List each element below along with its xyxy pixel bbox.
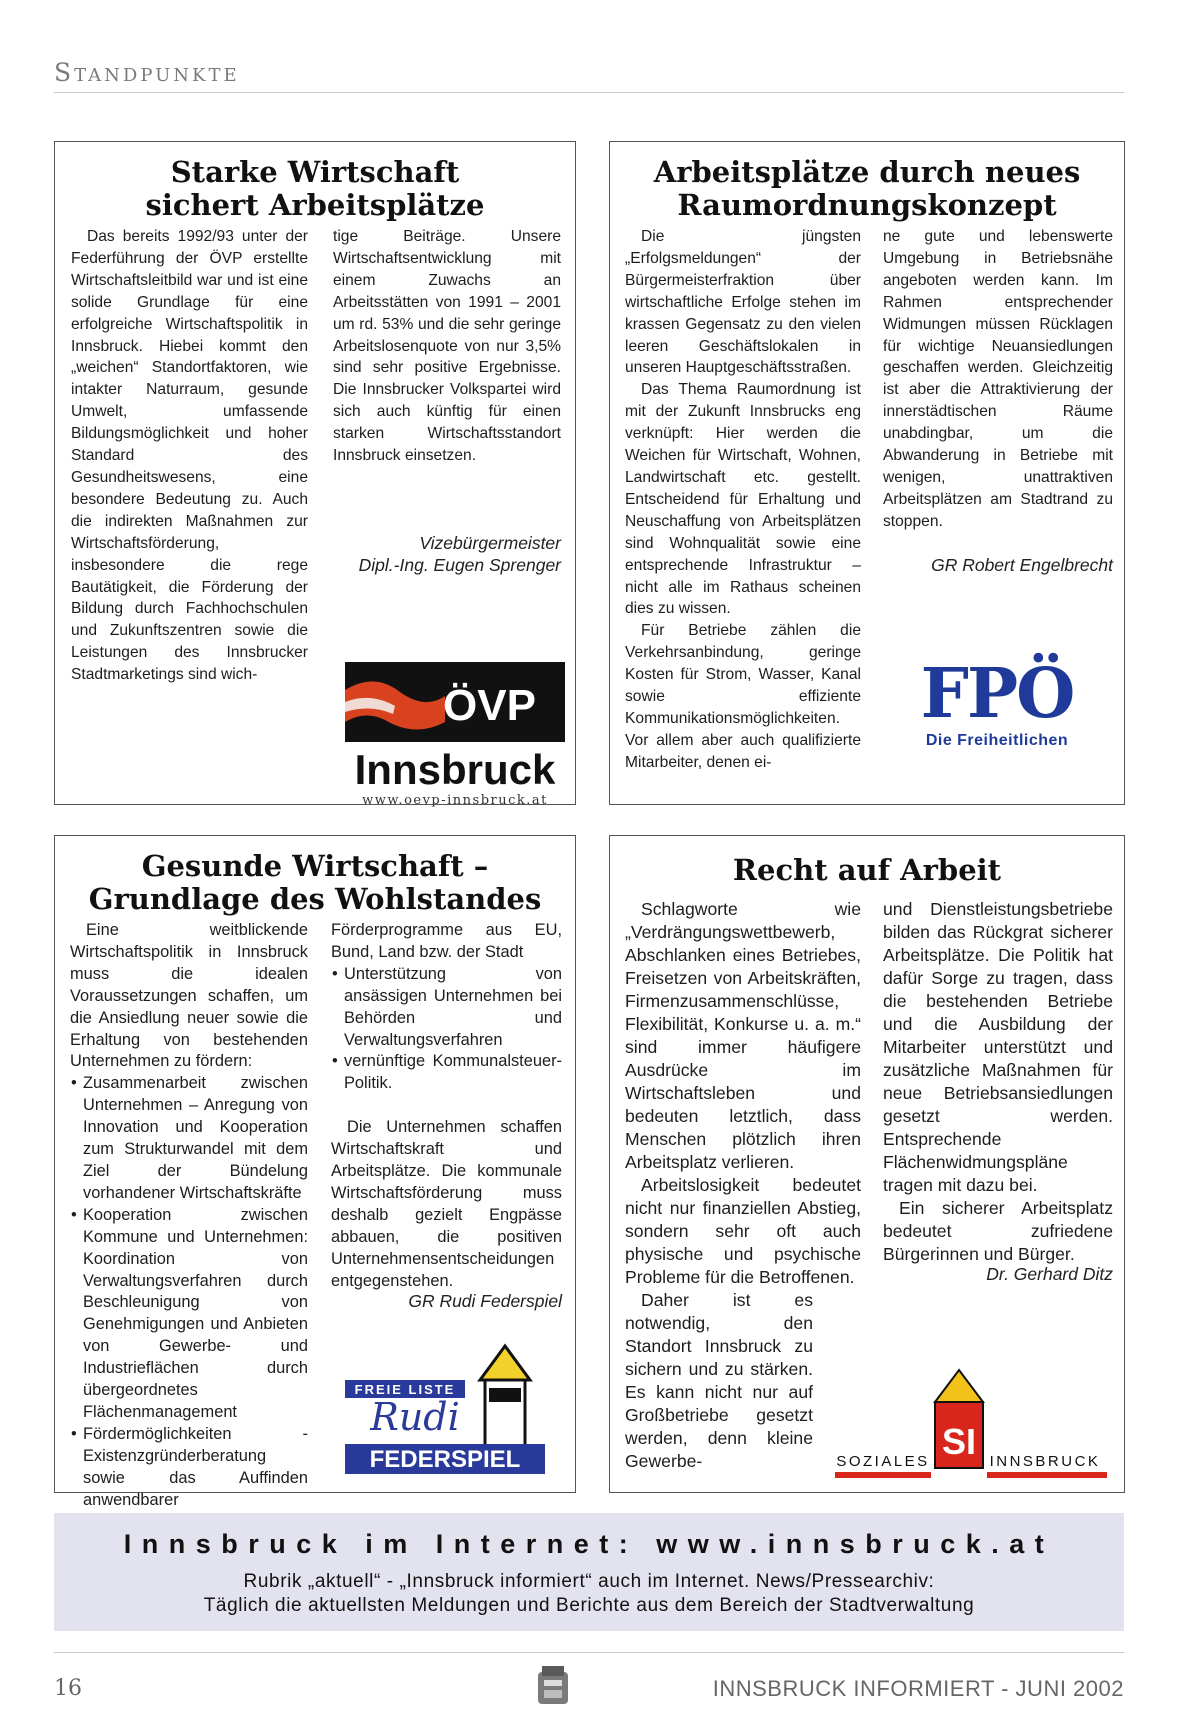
oevp-logo-url: www.oevp-innsbruck.at — [362, 793, 548, 808]
si-logo-mark — [835, 1366, 1115, 1484]
list-item: • Fördermöglichkeiten - Existenzgründerberatung sowie das Auffinden anwendbarer — [83, 1424, 308, 1512]
signature-name: GR Rudi Federspiel — [408, 1291, 562, 1311]
svg-text:FEDERSPIEL: FEDERSPIEL — [369, 1446, 521, 1473]
bullet-list — [331, 964, 562, 1095]
bullet-list — [70, 1073, 308, 1511]
article-title — [55, 156, 575, 222]
banner-line-2: Rubrik „aktuell“ - „Innsbruck informiert“ auch im Internet. News/Pressearchiv: — [243, 1571, 935, 1592]
list-item: • Kooperation zwischen Kommune und Unternehmen: Koordination von Verwaltungsverfahren durch Beschleunigung von Genehmigungen und Anbieten von Gewerbe- und Industrieflächen durch übergeordnetes Flächenmanagement — [83, 1205, 308, 1424]
section-header: Standpunkte — [54, 58, 240, 87]
paragraph: und Dienstleistungsbetriebe bilden das Rückgrat sicherer Arbeitsplätze. Die Politik hat dafür Sorge zu tragen, dass die bestehenden Betriebe und die Ausbildung der Mitarbeiter unterstützt und zusätzliche Maßnahmen für neue Betriebsansiedlungen gesetzt werden. Entsprechende Flächenwidmungspläne tragen mit dazu bei. — [883, 899, 1113, 1195]
article-column-1 — [70, 920, 308, 1511]
header-rule — [54, 92, 1124, 93]
paragraph: Eine weitblickende Wirtschaftspolitik in Innsbruck muss die idealen Voraussetzungen schaffen, um die Ansiedlung neuer sowie die Erhaltung von bestehenden Unternehmen zu fördern: — [70, 921, 308, 1071]
article-title: Recht auf Arbeit — [732, 853, 1002, 887]
paragraph: Schlagworte wie „Verdrängungswettbewerb, Abschlanken eines Betriebes, Freisetzen von Arbeitskräften, Firmenzusammenschlüsse, Flexibilität, Konkurse u. a. m.“ sind immer häufigere Ausdrücke im Wirtschaftsleben und bedeuten letztlich, dass Menschen plötzlich ihren Arbeitsplatz verlieren. — [625, 899, 861, 1172]
svg-text:SI: SI — [941, 1421, 977, 1462]
signature — [883, 1263, 1113, 1285]
article-si — [609, 835, 1125, 1493]
article-column-2 — [883, 898, 1113, 1266]
article-column-1 — [71, 226, 308, 686]
oevp-logo-mark — [345, 662, 565, 742]
article-fpoe — [609, 141, 1125, 805]
footer-rule — [54, 1652, 1124, 1653]
article-column-2 — [333, 226, 561, 467]
title-line-1: Gesunde Wirtschaft – — [141, 849, 489, 883]
si-logo — [835, 1366, 1115, 1484]
federspiel-logo — [345, 1336, 560, 1476]
list-item: • Unterstützung von ansässigen Unternehmen bei Behörden und Verwaltungsverfahren — [344, 964, 562, 1052]
article-column-2 — [883, 226, 1113, 533]
signature-name: Dr. Gerhard Ditz — [986, 1264, 1113, 1284]
signature — [331, 1290, 562, 1312]
svg-text:INNSBRUCK: INNSBRUCK — [989, 1453, 1101, 1470]
list-item: • Zusammenarbeit zwischen Unternehmen – Anregung von Innovation und Kooperation zum Strukturwandel mit dem Ziel der Bündelung vorhandener Wirtschaftskräfte — [83, 1073, 308, 1204]
article-title — [610, 156, 1124, 222]
article-liste — [54, 835, 576, 1509]
internet-banner — [54, 1513, 1124, 1631]
signature-name: GR Robert Engelbrecht — [931, 555, 1113, 575]
svg-text:SOZIALES: SOZIALES — [836, 1453, 930, 1470]
banner-line-3: Täglich die aktuellsten Meldungen und Berichte aus dem Bereich der Stadtverwaltung — [203, 1595, 975, 1616]
title-line-2: sichert Arbeitsplätze — [145, 188, 485, 222]
paragraph: Das bereits 1992/93 unter der Federführung der ÖVP erstellte Wirtschaftsleitbild war und ist eine solide Grundlage für eine erfolgreiche Wirtschaftspolitik in Innsbruck. Hiebei kommt den „weichen“ Standortfaktoren, wie intakter Naturraum, gesunde Umwelt, umfassende Bildungsmöglichkeit und hoher Standard des Gesundheitswesens, eine besondere Bedeutung zu. Auch die indirekten Maßnahmen zur Wirtschaftsförderung, insbesondere die rege Bautätigkeit, die Förderung der Bildung durch Fachhochschulen und Zukunftszentren sowie die Leistungen des Innsbrucker Stadtmarketings sind wich- — [71, 228, 308, 684]
signature — [870, 554, 1113, 576]
title-line-2: Grundlage des Wohlstandes — [88, 882, 542, 916]
paragraph: Daher ist es notwendig, den Standort Innsbruck zu sichern und zu stärken. Es kann nicht nur auf Großbetriebe gesetzt werden, denn kleine Gewerbe- — [625, 1290, 813, 1471]
signature — [315, 532, 561, 576]
article-oevp — [54, 141, 576, 808]
paragraph: Die Unternehmen schaffen Wirtschaftskraft und Arbeitsplätze. Die kommunale Wirtschaftsförderung muss deshalb gezielt Engpässe abbauen, die positiven Unternehmensentscheidungen entgegenstehen. — [331, 1118, 562, 1290]
oevp-logo-city: Innsbruck — [354, 746, 556, 793]
article-column-1 — [625, 226, 861, 774]
signature-name: Dipl.-Ing. Eugen Sprenger — [358, 555, 561, 575]
article-column-1 — [625, 898, 861, 1473]
paragraph: tige Beiträge. Unsere Wirtschaftsentwicklung mit einem Zuwachs an Arbeitsstätten von 1991 – 2001 um rd. 53% und die sehr geringe Arbeitslosenquote von nur 3,5% sind sehr positive Ergebnisse. Die Innsbrucker Volkspartei wird sich auch künftig für einen starken Wirtschaftsstandort Innsbruck einsetzen. — [333, 228, 561, 465]
federspiel-logo-mark — [345, 1336, 560, 1476]
signature-title: Vizebürgermeister — [419, 533, 561, 553]
paragraph: ne gute und lebenswerte Umgebung in Betriebsnähe angeboten werden kann. Im Rahmen entsprechender Widmungen müssen Rücklagen für wichtige Neuansiedlungen geschaffen werden. Gleichzeitig ist aber die Attraktivierung der innerstädtischen Räume unabdingbar, um die Abwanderung in Betriebe mit wenigen, unattraktiven Arbeitsplätzen am Stadtrand zu stoppen. — [883, 228, 1113, 530]
paragraph: Arbeitslosigkeit bedeutet nicht nur finanziellen Abstieg, sondern sehr oft auch physische und psychische Probleme für die Betroffenen. — [625, 1175, 861, 1287]
paragraph: Das Thema Raumordnung ist mit der Zukunft Innsbrucks eng verknüpft: Hier werden die Weichen für Wirtschaft, Wohnen, Landwirtschaft etc. gestellt. Entscheidend für Erhaltung und Neuschaffung von Arbeitsplätzen sind Wohnqualität sowie eine entsprechende Infrastruktur – nicht alle im Rathaus scheinen dies zu wissen. — [625, 381, 861, 618]
paragraph: Die jüngsten „Erfolgsmeldungen“ der Bürgermeisterfraktion über wirtschaftliche Erfolge stehen im krassen Gegensatz zu den vielen leeren Geschäftslokalen in unseren Hauptgeschäftsstraßen. — [625, 228, 861, 377]
page-number: 16 — [54, 1676, 82, 1701]
fpoe-logo-mark: FPÖ — [920, 654, 1074, 734]
paragraph: Ein sicherer Arbeitsplatz bedeutet zufriedene Bürgerinnen und Bürger. — [883, 1198, 1113, 1264]
oevp-logo — [345, 662, 565, 808]
paragraph: Für Betriebe zählen die Verkehrsanbindung, geringe Kosten für Strom, Wasser, Kanal sowie effiziente Kommunikationsmöglichkeiten. Vor allem aber auch qualifizierte Mitarbeiter, denen ei- — [625, 622, 861, 771]
paragraph: Förderprogramme aus EU, Bund, Land bzw. der Stadt — [331, 921, 562, 961]
title-line-1: Arbeitsplätze durch neues — [653, 155, 1081, 189]
svg-text:Rudi: Rudi — [370, 1395, 460, 1439]
svg-text:ÖVP: ÖVP — [443, 681, 536, 730]
title-line-2: Raumordnungskonzept — [677, 188, 1057, 222]
article-title — [55, 850, 575, 916]
fpoe-logo — [902, 656, 1092, 756]
list-item: • vernünftige Kommunalsteuer-Politik. — [344, 1051, 562, 1095]
title-line-1: Starke Wirtschaft — [170, 155, 460, 189]
svg-text:FREIE LISTE: FREIE LISTE — [354, 1382, 456, 1397]
banner-headline[interactable]: Innsbruck im Internet: www.innsbruck.at — [123, 1529, 1055, 1559]
city-crest-icon — [536, 1662, 570, 1706]
fpoe-logo-tagline: Die Freiheitlichen — [925, 732, 1069, 749]
article-column-2 — [331, 920, 562, 1293]
publication-name: INNSBRUCK INFORMIERT - JUNI 2002 — [712, 1676, 1124, 1701]
